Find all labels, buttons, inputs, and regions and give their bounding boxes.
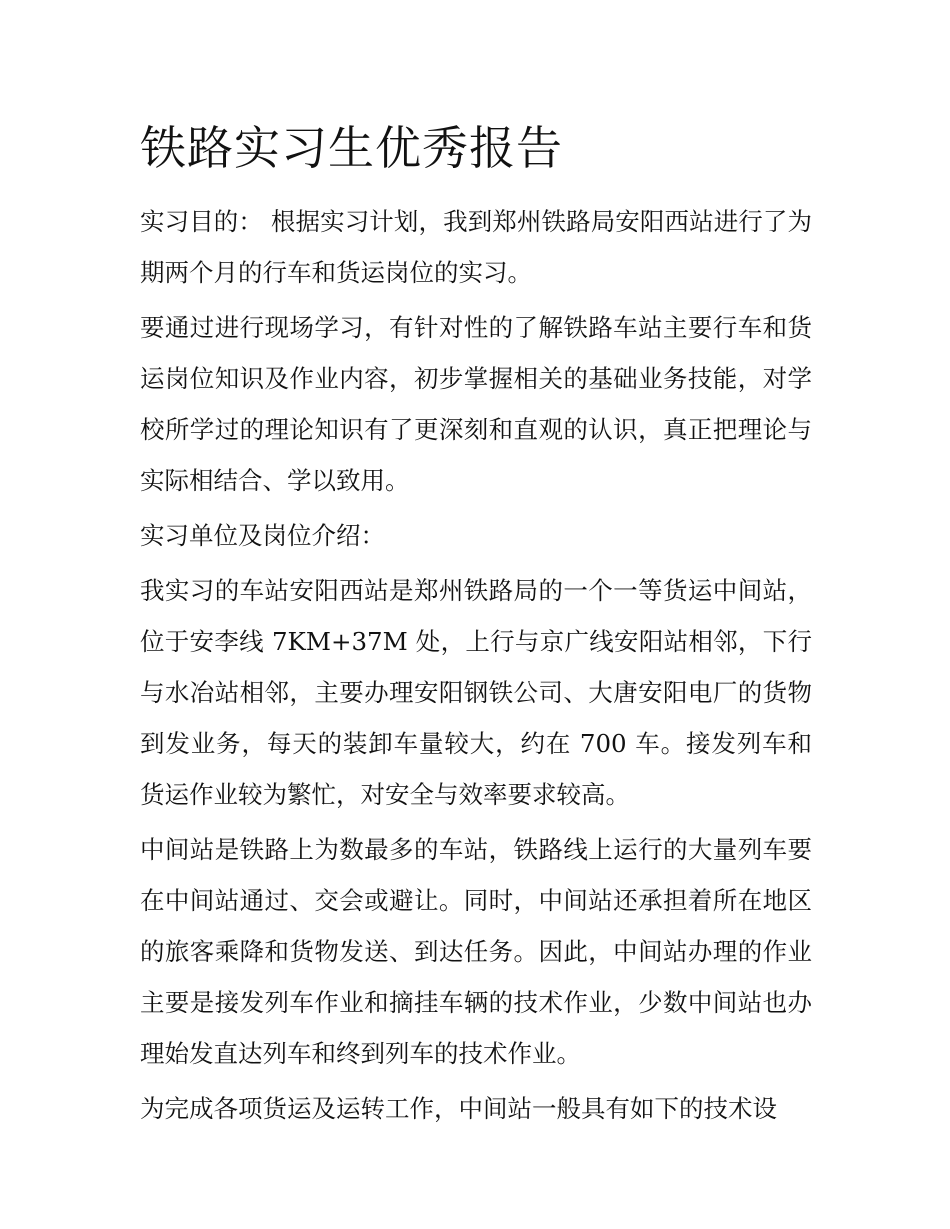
paragraph-goal: 要通过进行现场学习，有针对性的了解铁路车站主要行车和货运岗位知识及作业内容，初步掌握相关的基础业务技能，对学校所学过的理论知识有了更深刻和直观的认识，真正把理论与实际相结合、学以致用。 (140, 313, 812, 495)
document-title: 铁路实习生优秀报告 (140, 121, 563, 175)
paragraph-equipment: 为完成各项货运及运转工作，中间站一般具有如下的技术设 (140, 1094, 777, 1123)
paragraph-station-intro: 我实习的车站安阳西站是郑州铁路局的一个一等货运中间站，位于安李线 7KM+37M 处，上行与京广线安阳站相邻，下行与水冶站相邻，主要办理安阳钢铁公司、大唐安阳电厂的货物到发业务，每天的装卸车量较大，约在 700 车。接发列车和货运作业较为繁忙，对安全与效率要求较高。 (140, 576, 812, 809)
paragraph-unit-heading: 实习单位及岗位介绍： (140, 521, 385, 550)
document-page (140, 112, 820, 1138)
paragraph-purpose: 实习目的： 根据实习计划，我到郑州铁路局安阳西站进行了为期两个月的行车和货运岗位的实习。 (140, 207, 812, 287)
paragraph-intermediate-station: 中间站是铁路上为数最多的车站，铁路线上运行的大量列车要在中间站通过、交会或避让。同时，中间站还承担着所在地区的旅客乘降和货物发送、到达任务。因此，中间站办理的作业主要是接发列车作业和摘挂车辆的技术作业，少数中间站也办理始发直达列车和终到列车的技术作业。 (140, 835, 812, 1068)
